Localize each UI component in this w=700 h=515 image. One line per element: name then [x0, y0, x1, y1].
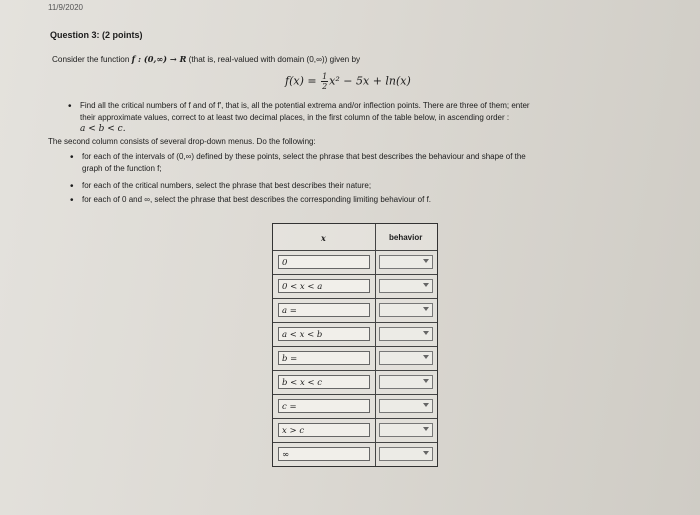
instruction-bullet-3: [70, 181, 372, 192]
x-value-input[interactable]: 0 < x < a: [278, 279, 370, 293]
chevron-down-icon: [423, 331, 429, 335]
table-row: [273, 370, 437, 395]
chevron-down-icon: [423, 259, 429, 263]
chevron-down-icon: [423, 403, 429, 407]
behavior-dropdown[interactable]: [379, 447, 433, 461]
table-row: [273, 274, 437, 299]
bullet-1-line-2: their approximate values, correct to at least two decimal places, in the first column of the table below, in ascending order :: [80, 113, 510, 122]
table-row: [273, 346, 437, 371]
x-value-input[interactable]: b =: [278, 351, 370, 365]
x-value-input[interactable]: b < x < c: [278, 375, 370, 389]
behavior-dropdown[interactable]: [379, 351, 433, 365]
x-value-input[interactable]: a =: [278, 303, 370, 317]
chevron-down-icon: [423, 307, 429, 311]
chevron-down-icon: [423, 427, 429, 431]
bullet-icon: •: [70, 152, 74, 163]
function-formula: [285, 72, 411, 91]
fraction-denominator: 2: [322, 82, 328, 91]
behavior-dropdown[interactable]: [379, 255, 433, 269]
table-header: [273, 224, 437, 251]
date-stamp: 11/9/2020: [48, 3, 83, 12]
behavior-dropdown[interactable]: [379, 279, 433, 293]
instruction-bullet-2: [70, 152, 526, 163]
intro-function-signature: f : (0,∞) → R: [131, 54, 187, 64]
chevron-down-icon: [423, 355, 429, 359]
bullet-3-text: for each of the critical numbers, select the phrase that best describes their nature;: [82, 181, 372, 190]
table-row: [273, 442, 437, 466]
bullet-icon: •: [70, 195, 74, 206]
x-value-input[interactable]: x > c: [278, 423, 370, 437]
bullet-1-line-1: Find all the critical numbers of f and of f′, that is, all the potential extrema and/or inflection points. There are three of them; enter: [80, 101, 530, 110]
second-column-note: The second column consists of several drop-down menus. Do the following:: [48, 137, 316, 146]
question-intro: [52, 54, 360, 64]
table-row: [273, 394, 437, 419]
intro-text-before: Consider the function: [52, 55, 132, 64]
behavior-dropdown[interactable]: [379, 327, 433, 341]
question-title: Question 3: (2 points): [50, 30, 143, 40]
instruction-bullet-4: [70, 195, 432, 206]
behavior-dropdown[interactable]: [379, 375, 433, 389]
chevron-down-icon: [423, 283, 429, 287]
formula-fraction: [321, 72, 328, 91]
behavior-dropdown[interactable]: [379, 399, 433, 413]
bullet-icon: •: [70, 181, 74, 192]
x-value-input[interactable]: 0: [278, 255, 370, 269]
formula-lhs: f(x) =: [285, 74, 321, 88]
table-row: [273, 250, 437, 275]
x-value-input[interactable]: ∞: [278, 447, 370, 461]
formula-rhs: x² − 5x + ln(x): [329, 74, 411, 88]
bullet-2-line-2: graph of the function f;: [82, 164, 162, 173]
x-value-input[interactable]: c =: [278, 399, 370, 413]
behavior-dropdown[interactable]: [379, 423, 433, 437]
bullet-icon: •: [68, 101, 72, 112]
bullet-4-text: for each of 0 and ∞, select the phrase that best describes the corresponding limiting behaviour of f.: [82, 195, 432, 204]
answer-table: [272, 223, 438, 467]
header-x: x: [321, 233, 326, 243]
behavior-dropdown[interactable]: [379, 303, 433, 317]
table-row: [273, 418, 437, 443]
bullet-2-line-1: for each of the intervals of (0,∞) defined by these points, select the phrase that best describes the behaviour and shape of the: [82, 152, 526, 161]
intro-text-after: (that is, real-valued with domain (0,∞)) given by: [186, 55, 361, 64]
bullet-1-ordering: a < b < c.: [80, 124, 126, 134]
x-value-input[interactable]: a < x < b: [278, 327, 370, 341]
fraction-numerator: 1: [322, 72, 328, 81]
table-row: [273, 322, 437, 347]
instruction-bullet-1: [68, 101, 530, 112]
chevron-down-icon: [423, 451, 429, 455]
header-behavior: behavior: [389, 233, 423, 242]
chevron-down-icon: [423, 379, 429, 383]
table-row: [273, 298, 437, 323]
